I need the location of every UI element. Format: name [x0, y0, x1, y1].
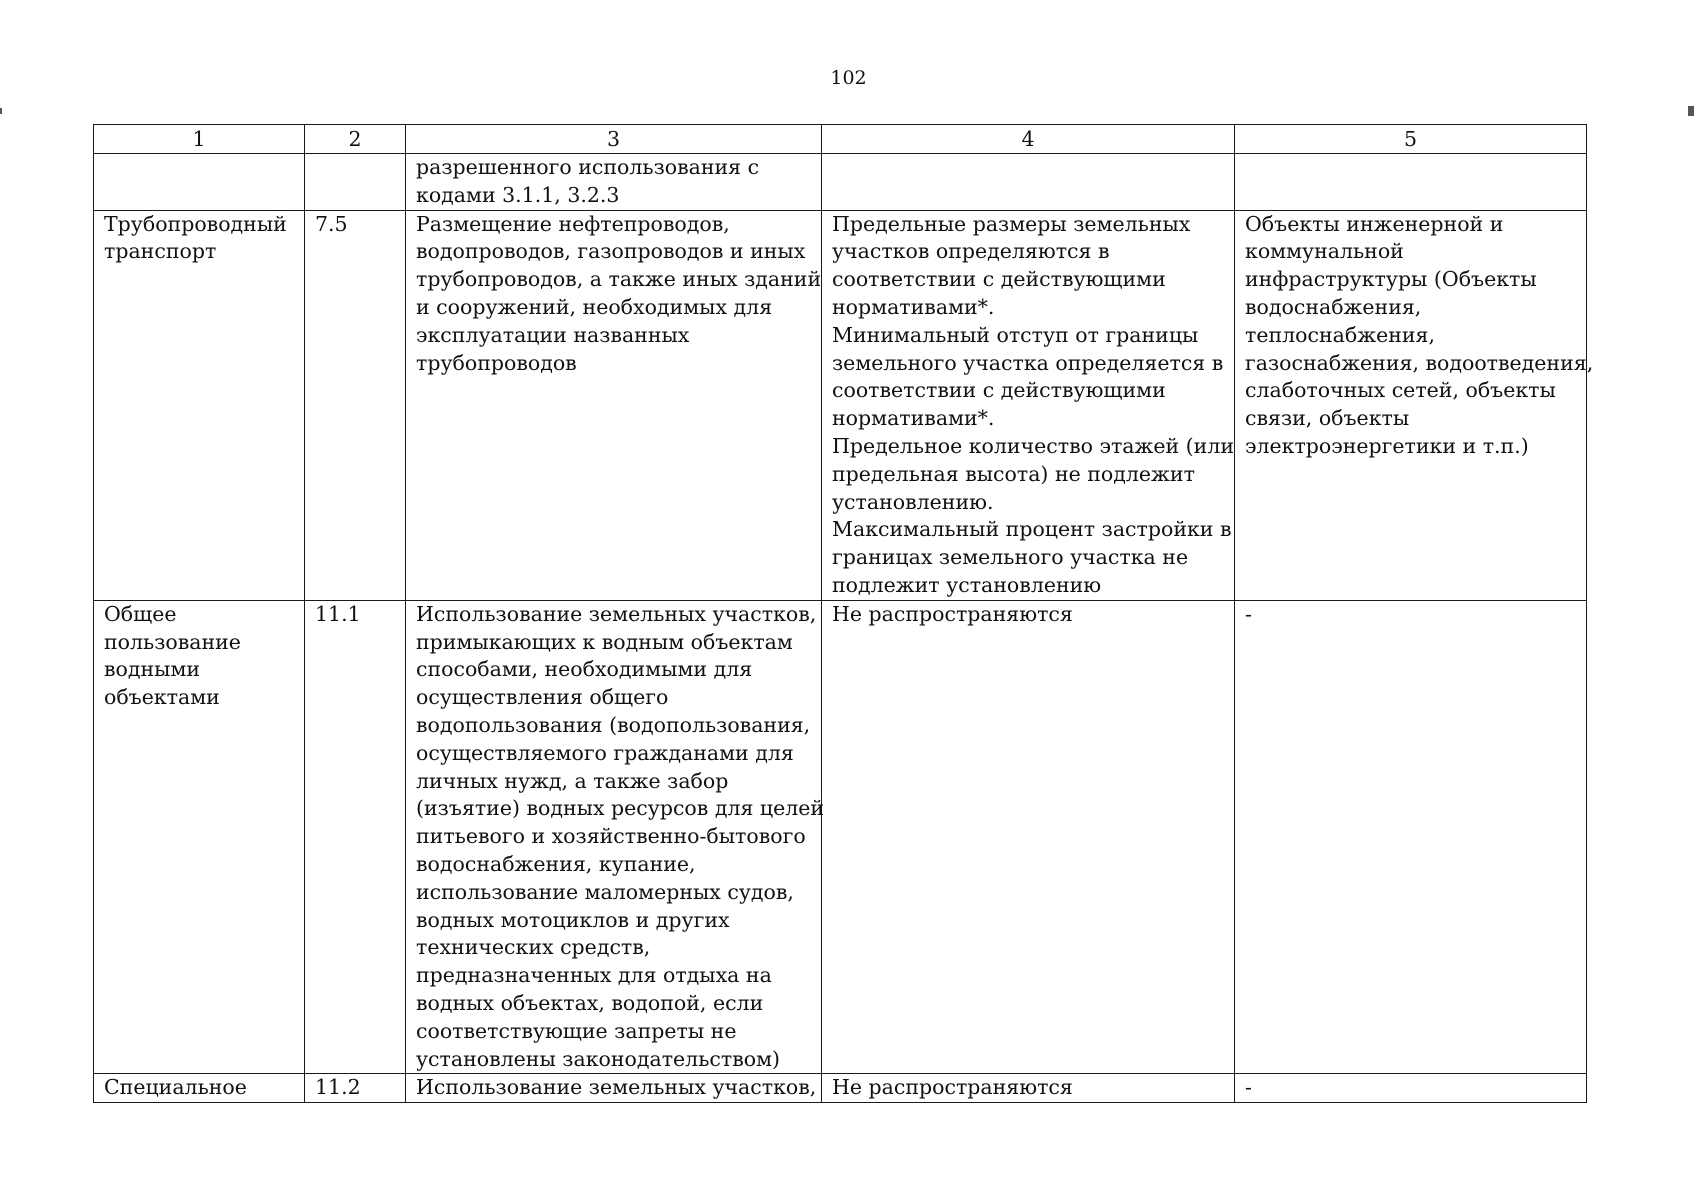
text-line: и сооружений, необходимых для — [416, 294, 773, 319]
table-row — [94, 600, 1587, 1074]
description-cell — [406, 210, 822, 600]
table-row — [94, 154, 1587, 211]
text-line: слаботочных сетей, объекты — [1245, 378, 1556, 403]
text-line: 7.5 — [315, 211, 348, 236]
column-header: 1 — [94, 125, 305, 154]
text-line: 11.2 — [315, 1075, 361, 1100]
text-line: осуществления общего — [416, 685, 669, 710]
text-line: соответствии с действующими — [832, 378, 1166, 403]
code-cell — [305, 600, 406, 1074]
objects-cell — [1235, 1074, 1587, 1103]
text-line: Объекты инженерной и — [1245, 211, 1504, 236]
text-line: - — [1245, 601, 1252, 626]
column-header: 5 — [1235, 125, 1587, 154]
text-line: границах земельного участка не — [832, 545, 1189, 570]
objects-cell — [1235, 154, 1587, 211]
header-row — [94, 125, 1587, 154]
parameters-cell — [822, 210, 1235, 600]
text-line: личных нужд, а также забор — [416, 768, 729, 793]
text-line: соответствии с действующими — [832, 267, 1166, 292]
text-line: водоснабжения, — [1245, 294, 1422, 319]
text-line: водопользования (водопользования, — [416, 712, 811, 737]
table-row — [94, 1074, 1587, 1103]
text-line: технических средств, — [416, 935, 651, 960]
code-cell — [305, 154, 406, 211]
column-header: 3 — [406, 125, 822, 154]
text-line: коммунальной — [1245, 239, 1404, 264]
text-line: кодами 3.1.1, 3.2.3 — [416, 182, 620, 207]
text-line: Не распространяются — [832, 601, 1073, 626]
text-line: водопроводов, газопроводов и иных — [416, 239, 806, 264]
text-line: земельного участка определяется в — [832, 350, 1224, 375]
text-line: установлены законодательством) — [416, 1046, 781, 1071]
parameters-cell — [822, 154, 1235, 211]
column-header: 4 — [822, 125, 1235, 154]
code-cell — [305, 1074, 406, 1103]
text-line: трубопроводов — [416, 350, 577, 375]
text-line: использование маломерных судов, — [416, 879, 794, 904]
text-line: Использование земельных участков, — [416, 1075, 817, 1100]
description-cell — [406, 600, 825, 1074]
text-line: предельная высота) не подлежит — [832, 461, 1195, 486]
text-line: Предельные размеры земельных — [832, 211, 1191, 236]
parameters-cell — [822, 1074, 1235, 1103]
use-type-cell — [94, 600, 305, 1074]
text-line: электроэнергетики и т.п.) — [1245, 433, 1529, 458]
text-line: объектами — [104, 685, 220, 710]
text-line: связи, объекты — [1245, 406, 1410, 431]
objects-cell — [1235, 210, 1594, 600]
use-type-cell — [94, 1074, 305, 1103]
scan-edge-mark-left — [0, 108, 2, 114]
text-line: установлению. — [832, 489, 994, 514]
text-line: транспорт — [104, 239, 217, 264]
code-cell — [305, 210, 406, 600]
text-line: Общее — [104, 601, 177, 626]
text-line: водоснабжения, купание, — [416, 851, 696, 876]
page-number: 102 — [830, 67, 867, 89]
description-cell — [406, 1074, 822, 1103]
text-line: газоснабжения, водоотведения, — [1245, 350, 1594, 375]
text-line: водных объектах, водопой, если — [416, 990, 764, 1015]
text-line: разрешенного использования с — [416, 155, 760, 179]
text-line: участков определяются в — [832, 239, 1110, 264]
table-row — [94, 210, 1587, 600]
text-line: Специальное — [104, 1075, 247, 1100]
scan-edge-mark-right — [1688, 106, 1694, 116]
use-type-cell — [94, 210, 305, 600]
text-line: соответствующие запреты не — [416, 1018, 737, 1043]
objects-cell — [1235, 600, 1587, 1074]
column-header: 2 — [305, 125, 406, 154]
text-line: Трубопроводный — [104, 211, 287, 236]
text-line: нормативами*. — [832, 294, 995, 319]
text-line: Не распространяются — [832, 1075, 1073, 1100]
use-type-cell — [94, 154, 305, 211]
text-line: трубопроводов, а также иных зданий — [416, 267, 822, 292]
description-cell — [406, 154, 822, 211]
zoning-table — [93, 124, 1594, 1103]
text-line: предназначенных для отдыха на — [416, 963, 772, 988]
text-line: пользование — [104, 629, 241, 654]
text-line: Размещение нефтепроводов, — [416, 211, 730, 236]
text-line: питьевого и хозяйственно-бытового — [416, 824, 806, 849]
text-line: способами, необходимыми для — [416, 657, 753, 682]
text-line: Использование земельных участков, — [416, 601, 817, 626]
text-line: - — [1245, 1075, 1252, 1100]
text-line: водными — [104, 657, 201, 682]
text-line: эксплуатации названных — [416, 322, 690, 347]
text-line: примыкающих к водным объектам — [416, 629, 793, 654]
parameters-cell — [822, 600, 1235, 1074]
text-line: нормативами*. — [832, 406, 995, 431]
text-line: 11.1 — [315, 601, 361, 626]
text-line: Предельное количество этажей (или — [832, 433, 1235, 458]
text-line: Максимальный процент застройки в — [832, 517, 1232, 542]
text-line: осуществляемого гражданами для — [416, 740, 794, 765]
text-line: водных мотоциклов и других — [416, 907, 730, 932]
text-line: инфраструктуры (Объекты — [1245, 267, 1537, 292]
text-line: подлежит установлению — [832, 572, 1102, 597]
text-line: теплоснабжения, — [1245, 322, 1435, 347]
text-line: Минимальный отступ от границы — [832, 322, 1199, 347]
text-line: (изъятие) водных ресурсов для целей — [416, 796, 825, 821]
